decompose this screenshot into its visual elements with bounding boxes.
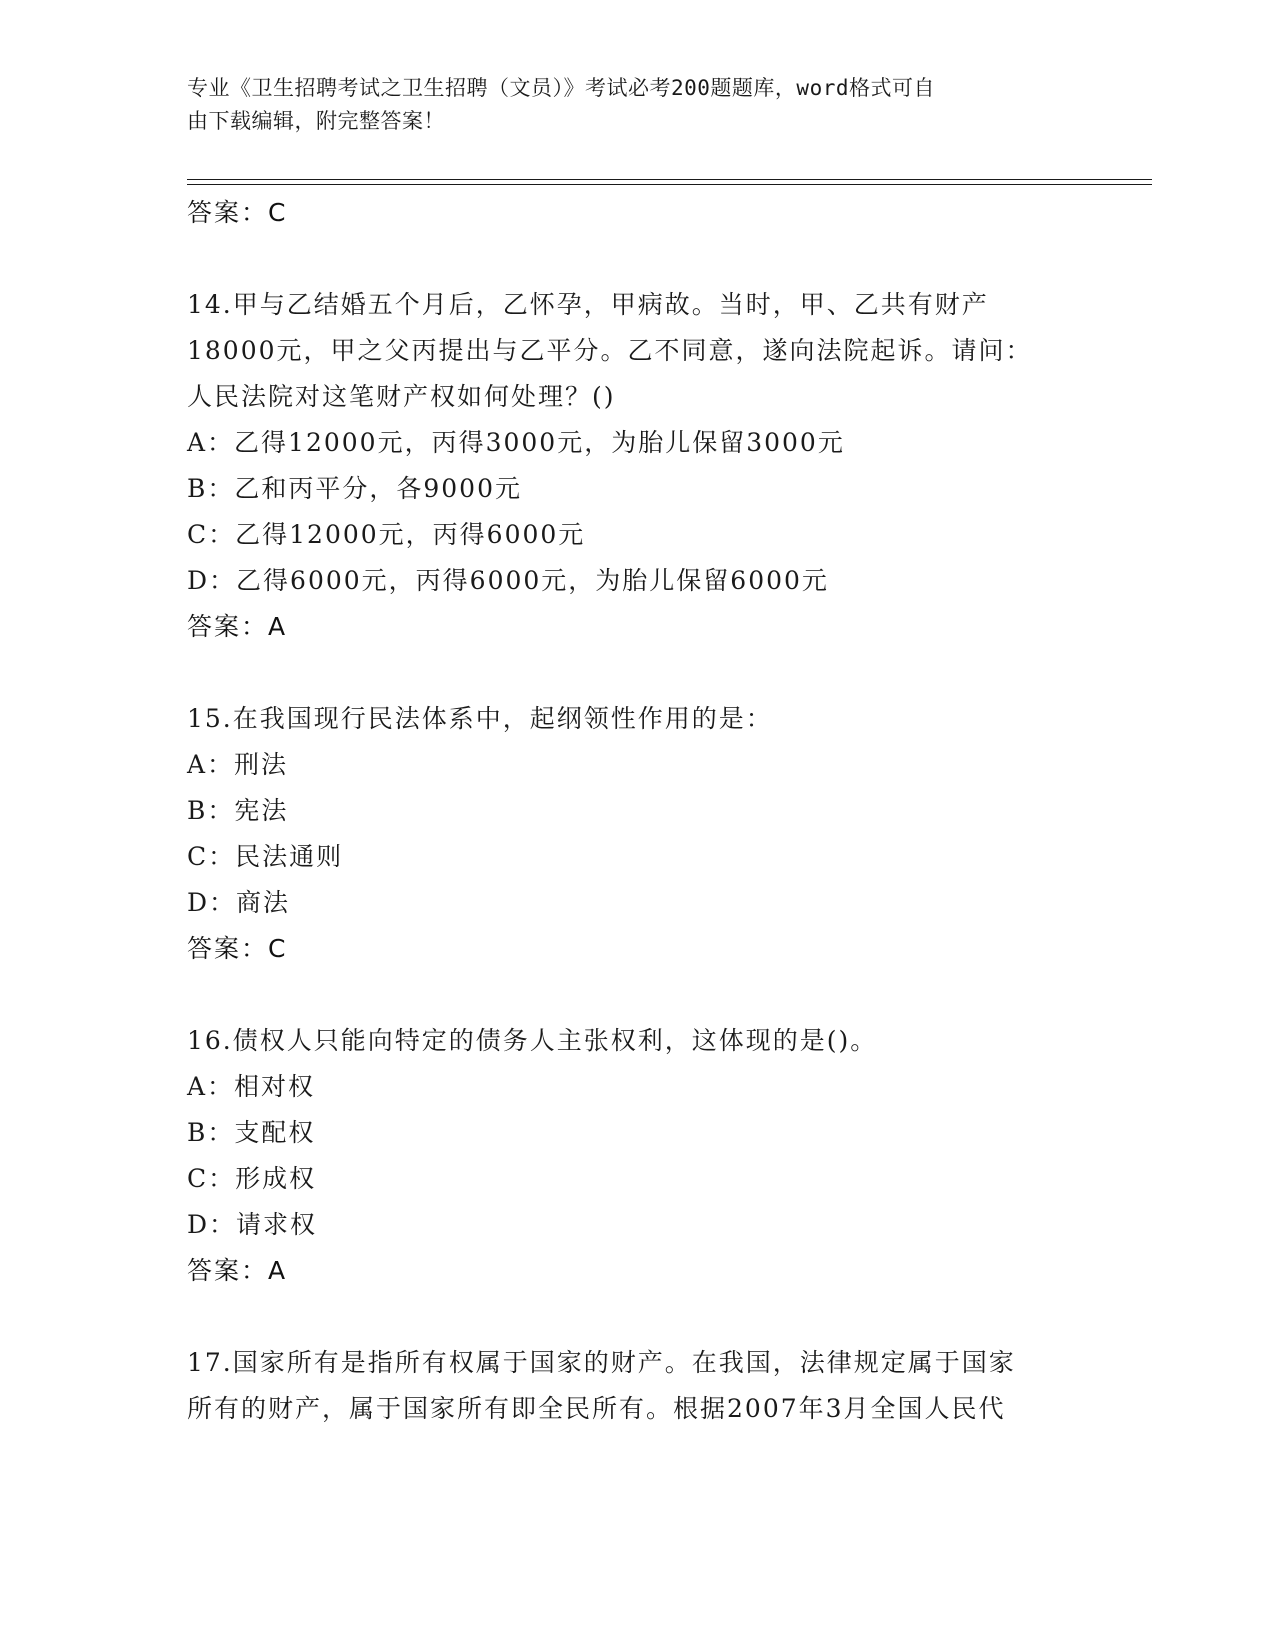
question-stem-line: 15.在我国现行民法体系中，起纲领性作用的是： <box>187 704 773 733</box>
option-d: D：乙得6000元，丙得6000元，为胎儿保留6000元 <box>187 566 829 595</box>
spacer <box>187 650 1077 696</box>
question-14 <box>187 282 1077 650</box>
option-c: C：民法通则 <box>187 842 344 871</box>
previous-answer: 答案：C <box>187 198 288 227</box>
spacer <box>187 236 1077 282</box>
option-d: D：请求权 <box>187 1210 318 1239</box>
spacer <box>187 972 1077 1018</box>
question-16 <box>187 1018 1077 1294</box>
question-stem-line: 17.国家所有是指所有权属于国家的财产。在我国，法律规定属于国家 <box>187 1348 1016 1377</box>
option-c: C：形成权 <box>187 1164 317 1193</box>
option-c: C：乙得12000元，丙得6000元 <box>187 520 586 549</box>
answer-line: 答案：A <box>187 612 288 641</box>
question-content <box>187 190 1077 1432</box>
question-stem-line: 16.债权人只能向特定的债务人主张权利，这体现的是()。 <box>187 1026 878 1055</box>
answer-line: 答案：A <box>187 1256 288 1285</box>
question-stem-line: 18000元，甲之父丙提出与乙平分。乙不同意，遂向法院起诉。请问： <box>187 336 1033 365</box>
question-stem-line: 人民法院对这笔财产权如何处理？() <box>187 382 616 411</box>
header-rule-top <box>187 179 1152 180</box>
option-a: A：刑法 <box>187 750 289 779</box>
answer-line: 答案：C <box>187 934 288 963</box>
question-stem-line: 所有的财产，属于国家所有即全民所有。根据2007年3月全国人民代 <box>187 1394 1006 1423</box>
question-15 <box>187 696 1077 972</box>
question-stem-line: 14.甲与乙结婚五个月后，乙怀孕，甲病故。当时，甲、乙共有财产 <box>187 290 989 319</box>
option-b: B：乙和丙平分，各9000元 <box>187 474 522 503</box>
header-line-1: 专业《卫生招聘考试之卫生招聘（文员）》考试必考200题题库，word格式可自 <box>187 76 935 100</box>
option-d: D：商法 <box>187 888 291 917</box>
option-a: A：乙得12000元，丙得3000元，为胎儿保留3000元 <box>187 428 845 457</box>
option-a: A：相对权 <box>187 1072 316 1101</box>
question-17 <box>187 1340 1077 1432</box>
header-rule-bottom <box>187 184 1152 185</box>
option-b: B：支配权 <box>187 1118 316 1147</box>
spacer <box>187 1294 1077 1340</box>
option-b: B：宪法 <box>187 796 289 825</box>
header-line-2: 由下载编辑，附完整答案！ <box>187 109 445 133</box>
document-header <box>187 72 1067 138</box>
